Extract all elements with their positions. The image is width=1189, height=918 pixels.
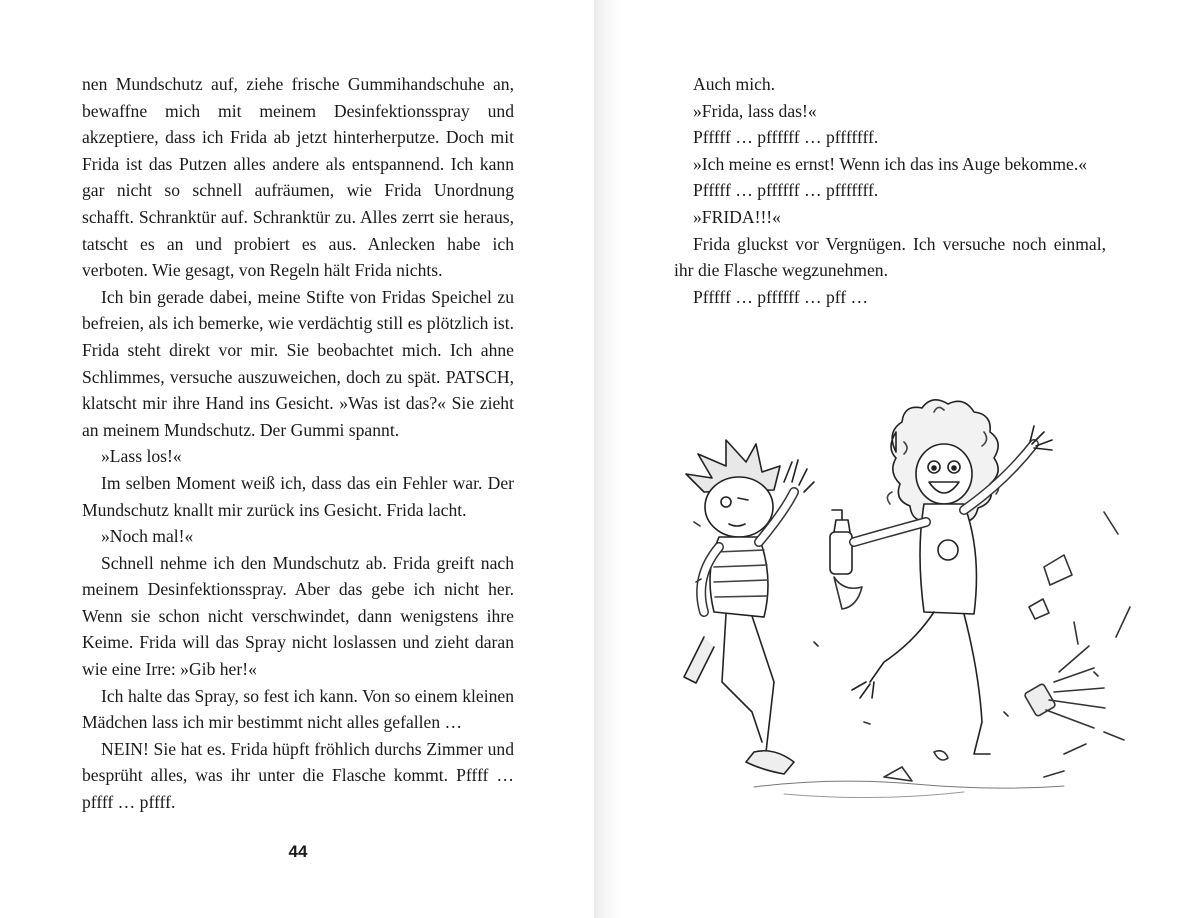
boy-figure <box>684 440 814 774</box>
paragraph: NEIN! Sie hat es. Frida hüpft fröhlich durchs Zimmer und besprüht alles, was ihr unter die Flasche kommt. Pffff … pffff … pffff. <box>82 738 514 813</box>
page-number: 44 <box>288 842 308 861</box>
spray-bottle-drawing <box>830 510 852 574</box>
paragraph: Ich halte das Spray, so fest ich kann. Von so einem kleinen Mädchen lass ich mir bestimmt nicht alles gefallen … <box>82 685 514 733</box>
paragraph: nen Mundschutz auf, ziehe frische Gummihandschuhe an, bewaffne mich mit meinem Desinfektionsspray und akzeptiere, dass ich Frida ab jetzt hinterherputze. Doch mit Frida ist das Putzen alles andere als entspannend. Ich kann gar nicht so schnell aufräumen, wie Frida Unordnung schafft. Schranktür auf. Schranktür zu. Alles zerrt sie heraus, tatscht es an und probiert es aus. Anlecken habe ich verboten. Wie gesagt, von Regeln hält Frida nichts. <box>82 74 514 281</box>
girl-figure <box>852 400 1052 754</box>
paragraph: Frida gluckst vor Vergnügen. Ich versuche noch einmal, ihr die Flasche wegzunehmen. <box>674 233 1106 281</box>
paragraph: Schnell nehme ich den Mundschutz ab. Frida greift nach meinem Desinfektionsspray. Aber das gebe ich nicht her. Wenn sie schon nicht verschwindet, dann wenigstens ihre Keime. Frida will das Spray nicht loslassen und zieht daran wie eine Irre: »Gib her!« <box>82 552 514 680</box>
paragraph: »Lass los!« <box>101 446 182 467</box>
paragraph: Pfffff … pffffff … pfffffff. <box>693 127 879 148</box>
paragraph: »Ich meine es ernst! Wenn ich das ins Auge bekomme.« <box>693 153 1088 174</box>
left-page <box>0 0 594 918</box>
right-page <box>594 0 1189 918</box>
paragraph: Pfffff … pffffff … pff … <box>693 286 869 307</box>
left-page-text <box>82 71 514 816</box>
paragraph: »Frida, lass das!« <box>693 100 817 121</box>
right-page-text <box>674 71 1106 310</box>
paragraph: Auch mich. <box>693 74 776 94</box>
paragraph: Ich bin gerade dabei, meine Stifte von Fridas Speichel zu befreien, als ich bemerke, wie verdächtig still es plötzlich ist. Frida steht direkt vor mir. Sie beobachtet mich. Ich ahne Schlimmes, versuche auszuweichen, doch zu spät. PATSCH, klatscht mir ihre Hand ins Gesicht. »Was ist das?« Sie zieht an meinem Mundschutz. Der Gummi spannt. <box>82 286 514 440</box>
paragraph: »Noch mal!« <box>101 526 194 547</box>
illustration-kids-spray <box>634 382 1164 812</box>
paragraph: Im selben Moment weiß ich, dass das ein Fehler war. Der Mundschutz knallt mir zurück ins Gesicht. Frida lacht. <box>82 472 514 520</box>
paragraph: Pfffff … pffffff … pfffffff. <box>693 180 879 201</box>
paragraph: »FRIDA!!!« <box>693 206 781 227</box>
